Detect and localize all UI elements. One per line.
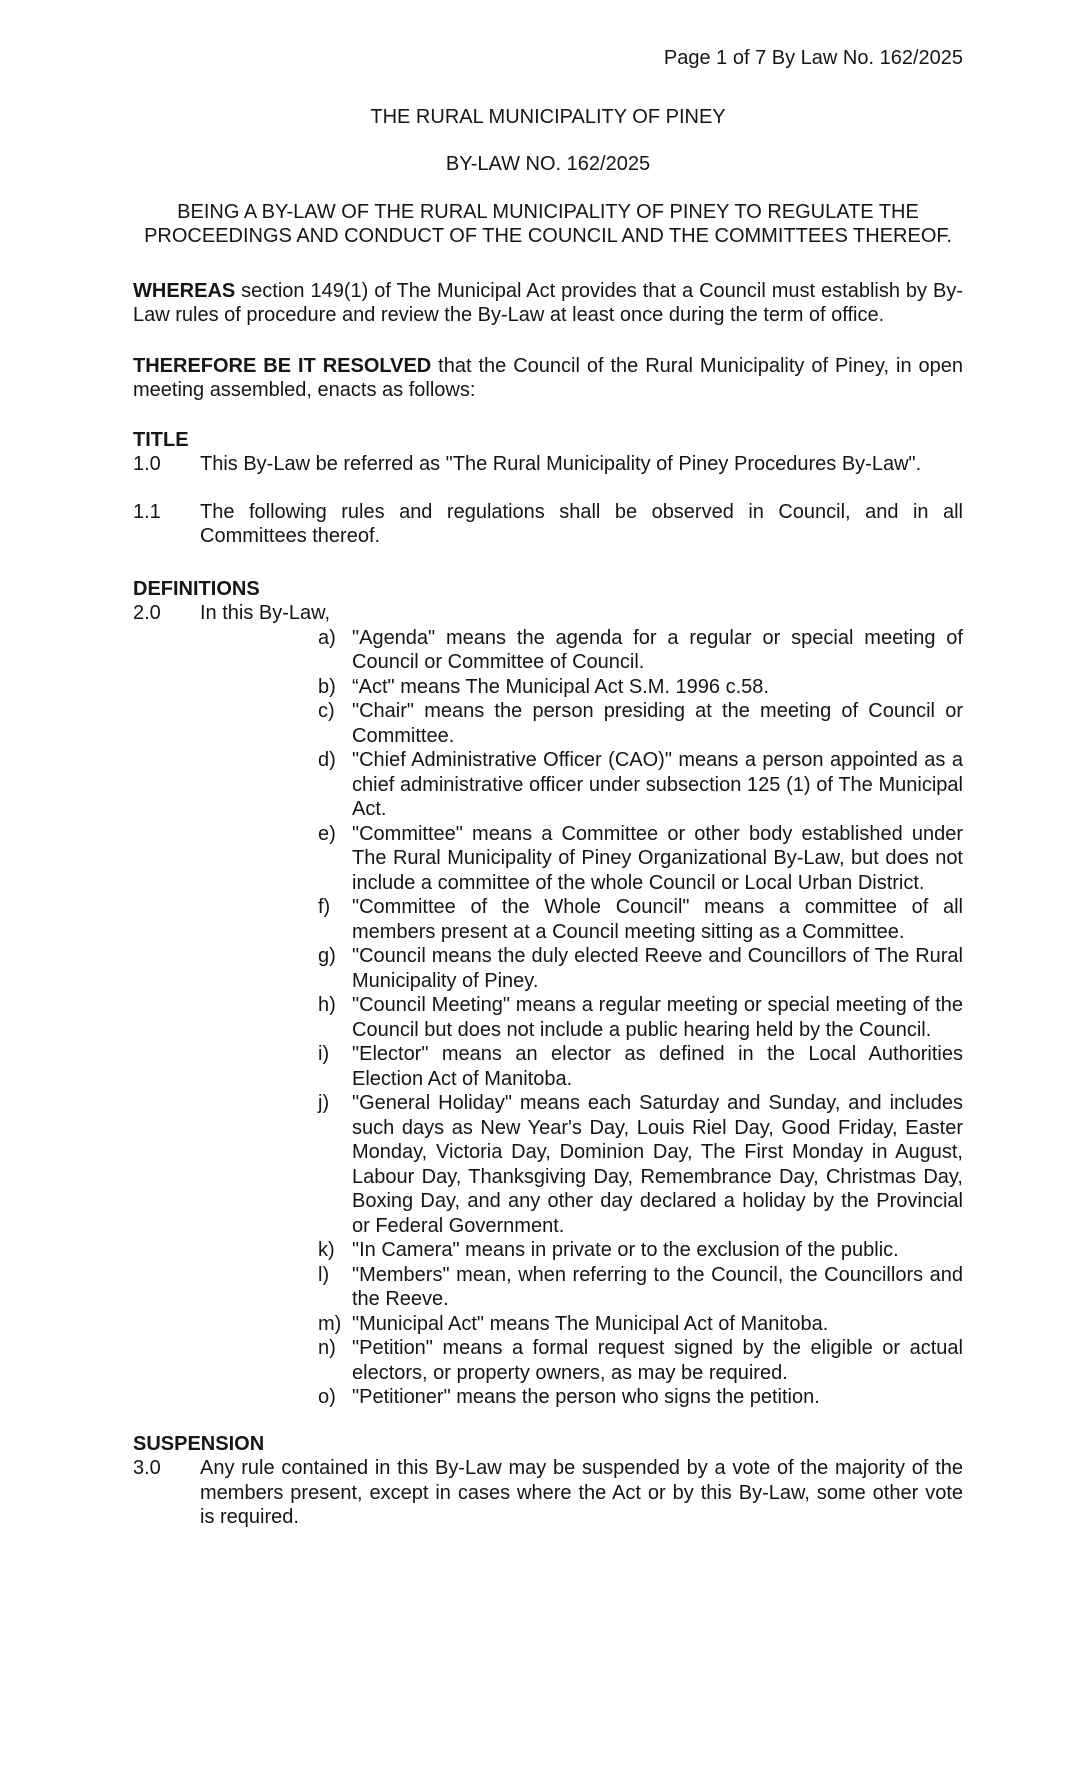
definition-item-l (318, 1263, 963, 1312)
definition-label: g) (318, 945, 336, 967)
section-heading-title: TITLE (133, 428, 189, 451)
item-text: Any rule contained in this By-Law may be suspended by a vote of the majority of the members present, except in cases where the Act or by this By-Law, some other vote is required. (200, 1457, 963, 1528)
definition-item-a (318, 626, 963, 675)
resolved-text: that the Council of the Rural Municipality of Piney, in open meeting assembled, enacts as follows: (133, 354, 963, 401)
definition-item-e (318, 822, 963, 896)
definition-item-m (318, 1312, 963, 1337)
definition-text: "Elector" means an elector as defined in the Local Authorities Election Act of Manitoba. (352, 1043, 963, 1090)
definition-label: f) (318, 896, 331, 918)
definition-label: a) (318, 626, 336, 649)
definition-text: "Committee" means a Committee or other body established under The Rural Municipality of Piney Organizational By-Law, but does not include a committee of the whole Council or Local Urban District. (352, 822, 963, 894)
definition-item-j (318, 1091, 963, 1238)
item-text: The following rules and regulations shall be observed in Council, and in all Committees thereof. (200, 500, 963, 547)
item-number: 1.0 (133, 453, 161, 475)
definition-item-g (318, 944, 963, 993)
definition-label: h) (318, 994, 336, 1016)
definition-label: i) (318, 1043, 330, 1065)
definition-label: k) (318, 1239, 335, 1261)
page-header: Page 1 of 7 By Law No. 162/2025 (663, 47, 963, 69)
definition-item-h (318, 993, 963, 1042)
definition-text: “Act" means The Municipal Act S.M. 1996 c.58. (352, 675, 769, 698)
item-text: This By-Law be referred as "The Rural Municipality of Piney Procedures By-Law". (200, 453, 922, 475)
section-heading-definitions: DEFINITIONS (133, 577, 260, 600)
definition-item-o (318, 1385, 963, 1410)
definition-item-i (318, 1042, 963, 1091)
whereas-keyword: WHEREAS (133, 279, 236, 302)
definition-item-f (318, 895, 963, 944)
item-text (200, 601, 963, 1410)
definition-label: c) (318, 700, 335, 722)
definition-label: l) (318, 1263, 330, 1286)
definition-text: "General Holiday" means each Saturday and Sunday, and includes such days as New Year's Day, Louis Riel Day, Good Friday, Easter Monday, Victoria Day, Dominion Day, The First Monday in August, Labour Day, Thanksgiving Day, Remembrance Day, Christmas Day, Boxing Day, and any other day declared a holiday by the Provincial or Federal Government. (352, 1092, 963, 1237)
item-number: 2.0 (133, 602, 161, 624)
definition-text: "Petitioner" means the person who signs the petition. (352, 1386, 820, 1408)
definition-item-c (318, 699, 963, 748)
section-item-2-0 (133, 601, 963, 1410)
definition-text: "Committee of the Whole Council" means a committee of all members present at a Council meeting sitting as a Committee. (352, 896, 963, 943)
section-heading-suspension: SUSPENSION (133, 1432, 265, 1455)
definition-text: "Agenda" means the agenda for a regular or special meeting of Council or Committee of Council. (352, 626, 963, 673)
definitions-intro: In this By-Law, (200, 602, 331, 624)
item-number: 1.1 (133, 500, 161, 523)
item-number: 3.0 (133, 1457, 161, 1479)
definition-text: "In Camera" means in private or to the exclusion of the public. (352, 1239, 899, 1261)
definition-text: "Chair" means the person presiding at the meeting of Council or Committee. (352, 700, 963, 747)
bylaw-number: BY-LAW NO. 162/2025 (445, 153, 651, 175)
definition-text: "Chief Administrative Officer (CAO)" means a person appointed as a chief administrative officer under subsection 125 (1) of The Municipal Act. (352, 749, 963, 820)
whereas-text: section 149(1) of The Municipal Act provides that a Council must establish by By-Law rules of procedure and review the By-Law at least once during the term of office. (133, 279, 963, 326)
document-title: THE RURAL MUNICIPALITY OF PINEY (370, 105, 726, 128)
definition-text: "Petition" means a formal request signed by the eligible or actual electors, or property owners, as may be required. (352, 1337, 963, 1384)
definition-item-d (318, 748, 963, 822)
definition-label: b) (318, 675, 336, 698)
definition-text: "Council means the duly elected Reeve and Councillors of The Rural Municipality of Piney. (352, 945, 963, 992)
definition-text: "Council Meeting" means a regular meeting or special meeting of the Council but does not include a public hearing held by the Council. (352, 994, 963, 1041)
resolved-clause (133, 354, 963, 403)
preamble: BEING A BY-LAW OF THE RURAL MUNICIPALITY OF PINEY TO REGULATE THE PROCEEDINGS AND CONDUCT OF THE COUNCIL AND THE COMMITTEES THEREOF. (144, 200, 952, 247)
section-item-3-0 (133, 1456, 963, 1530)
definition-text: "Municipal Act" means The Municipal Act of Manitoba. (352, 1312, 829, 1335)
definition-item-n (318, 1336, 963, 1385)
definition-text: "Members" mean, when referring to the Council, the Councillors and the Reeve. (352, 1263, 963, 1310)
definition-item-b (318, 675, 963, 700)
definition-label: d) (318, 749, 336, 771)
section-item-1-1 (133, 500, 963, 549)
definition-label: m) (318, 1312, 342, 1335)
definition-label: j) (318, 1092, 330, 1114)
definition-label: n) (318, 1337, 336, 1359)
definition-label: o) (318, 1386, 336, 1408)
resolved-keyword: THEREFORE BE IT RESOLVED (133, 354, 432, 377)
whereas-clause (133, 279, 963, 328)
section-item-1-0 (133, 452, 963, 477)
definition-label: e) (318, 822, 336, 845)
definition-item-k (318, 1238, 963, 1263)
